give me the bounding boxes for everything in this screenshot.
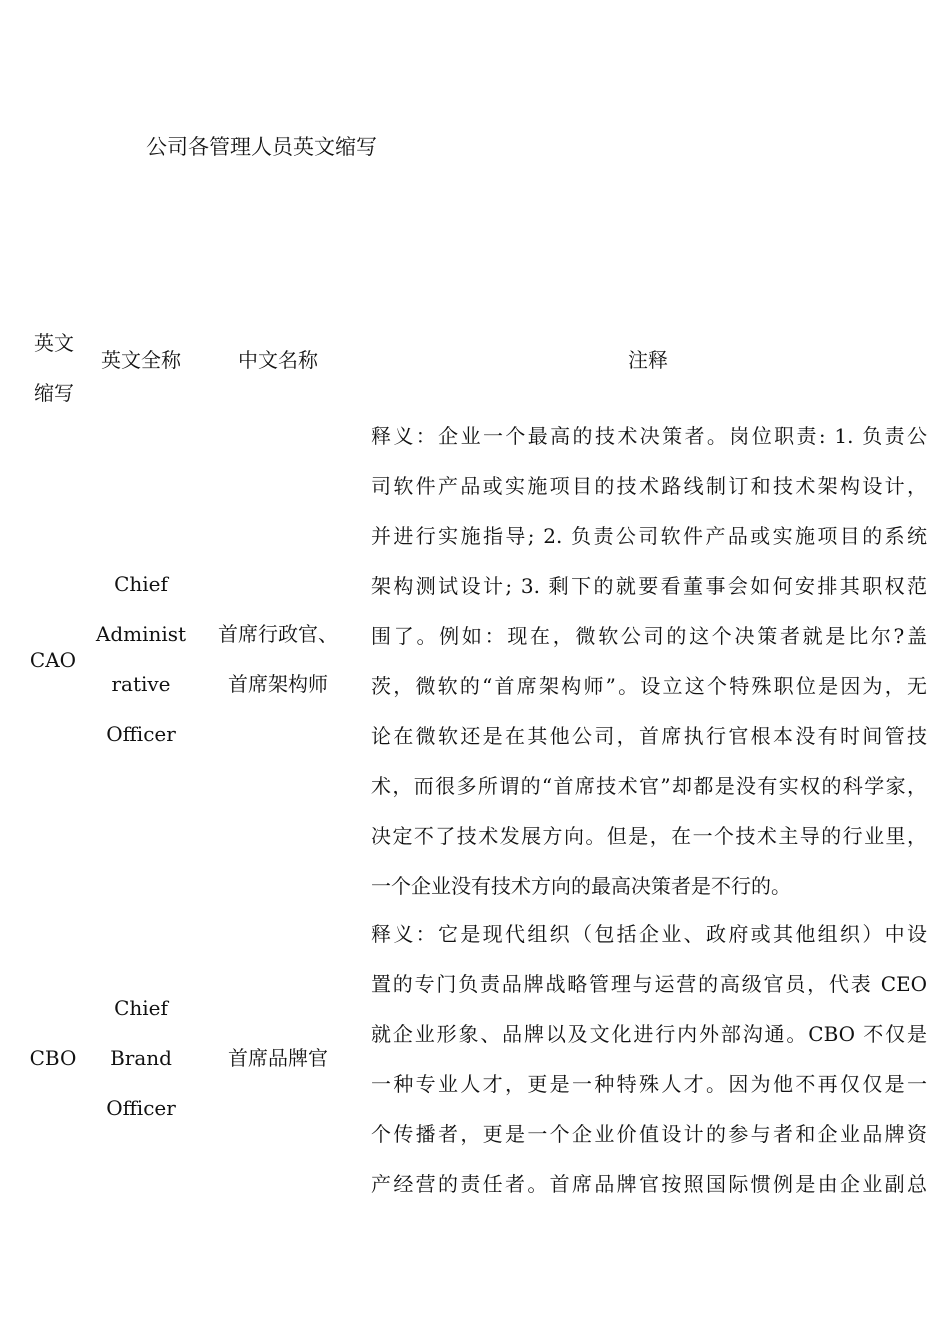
row-full-name (90, 983, 192, 1133)
document-title: 公司各管理人员英文缩写 (146, 135, 377, 159)
header-chinese-name: 中文名称 (238, 348, 318, 372)
row-note-line: 释义：它是现代组织（包括企业、政府或其他组织）中设 (371, 922, 927, 946)
row-full-name (90, 559, 192, 759)
row-note-line: 一种专业人才，更是一种特殊人才。因为他不再仅仅是一 (371, 1072, 927, 1096)
row-full-name-line: Administ (95, 622, 187, 646)
row-note-line: 术，而很多所谓的“首席技术官”却都是没有实权的科学家， (371, 774, 927, 798)
row-note-line: 一个企业没有技术方向的最高决策者是不行的。 (371, 874, 791, 898)
row-full-name-line: Brand (110, 1046, 172, 1070)
row-abbreviation: CAO (29, 648, 77, 672)
row-note (371, 411, 927, 911)
row-note-line: 置的专门负责品牌战略管理与运营的高级官员，代表 CEO (371, 972, 927, 996)
row-chinese-name-line: 首席品牌官 (228, 1046, 328, 1070)
row-note (371, 909, 927, 1209)
row-note-line: 茨，微软的“首席架构师”。设立这个特殊职位是因为，无 (371, 674, 927, 698)
row-chinese-name (206, 609, 350, 709)
row-chinese-name-line: 首席架构师 (228, 672, 328, 696)
row-full-name-line: Officer (106, 722, 176, 746)
row-full-name-line: Officer (106, 1096, 176, 1120)
header-abbreviation (26, 318, 82, 418)
row-note-line: 并进行实施指导; 2. 负责公司软件产品或实施项目的系统 (371, 524, 927, 548)
row-note-line: 释义：企业一个最高的技术决策者。岗位职责: 1. 负责公 (371, 424, 927, 448)
row-note-line: 就企业形象、品牌以及文化进行内外部沟通。CBO 不仅是 (371, 1022, 927, 1046)
header-full-name: 英文全称 (101, 348, 181, 372)
row-full-name-line: Chief (114, 572, 168, 596)
row-note-line: 决定不了技术发展方向。但是，在一个技术主导的行业里， (371, 824, 927, 848)
header-abbreviation-label: 英文 缩写 (34, 331, 74, 405)
row-note-line: 产经营的责任者。首席品牌官按照国际惯例是由企业副总 (371, 1172, 927, 1196)
row-note-line: 架构测试设计; 3. 剩下的就要看董事会如何安排其职权范 (371, 574, 927, 598)
row-abbreviation: CBO (29, 1046, 77, 1070)
row-note-line: 围了。例如：现在，微软公司的这个决策者就是比尔?盖 (371, 624, 927, 648)
row-note-line: 论在微软还是在其他公司，首席执行官根本没有时间管技 (371, 724, 927, 748)
row-chinese-name (206, 1033, 350, 1083)
row-chinese-name-line: 首席行政官、 (218, 622, 338, 646)
row-note-line: 个传播者，更是一个企业价值设计的参与者和企业品牌资 (371, 1122, 927, 1146)
header-note: 注释 (628, 348, 668, 372)
row-full-name-line: rative (111, 672, 171, 696)
row-note-line: 司软件产品或实施项目的技术路线制订和技术架构设计， (371, 474, 927, 498)
row-full-name-line: Chief (114, 996, 168, 1020)
